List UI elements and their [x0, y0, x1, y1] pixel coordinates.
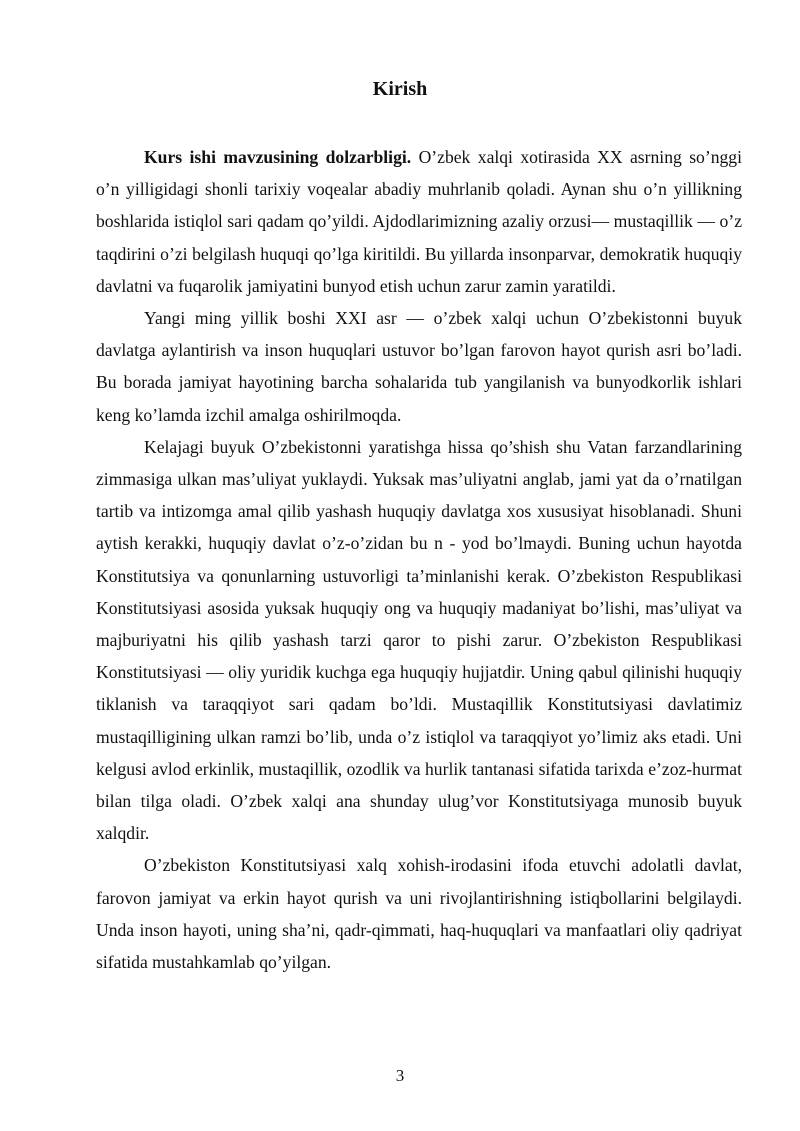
paragraph-4 — [96, 849, 742, 978]
document-body — [96, 141, 742, 978]
paragraph-text: Yangi ming yillik boshi XXI asr — o’zbek xalqi uchun O’zbekistonni buyuk davlatga aylantirish va inson huquqlari ustuvor bo’lgan farovon hayot qurish asri bo’ladi. Bu borada jamiyat hayotining barcha sohalarida tub yangilanish va bunyodkorlik ishlari keng ko’lamda izchil amalga oshirilmoqda. — [96, 308, 742, 425]
paragraph-3 — [96, 431, 742, 850]
paragraph-text: O’zbekiston Konstitutsiyasi xalq xohish-irodasini ifoda etuvchi adolatli davlat, farovon jamiyat va erkin hayot qurish va uni rivojlantirishning istiqbollarini belgilaydi. Unda inson hayoti, uning sha’ni, qadr-qimmati, haq-huquqlari va manfaatlari oliy qadriyat sifatida mustahkamlab qo’yilgan. — [96, 855, 742, 973]
paragraph-lead: Kurs ishi mavzusining dolzarbligi. — [144, 147, 412, 167]
paragraph-text: O’zbek xalqi xotirasida XX asrning so’nggi o’n yilligidagi shonli tarixiy voqealar abadiy muhrlanib qoladi. Aynan shu o’n yillikning boshlarida istiqlol sari qadam qo’yildi. Ajdodlarimizning azaliy orzusi— mustaqillik — o’z taqdirini o’zi belgilash huquqi qo’lga kiritildi. Bu yillarda insonparvar, demokratik huquqiy davlatni va fuqarolik jamiyatini bunyod etish uchun zarur zamin yaratildi. — [96, 147, 742, 296]
paragraph-1 — [96, 141, 742, 302]
page-number: 3 — [395, 1066, 405, 1085]
paragraph-text: Kelajagi buyuk O’zbekistonni yaratishga hissa qo’shish shu Vatan farzandlarining zimmasiga ulkan mas’uliyat yuklaydi. Yuksak mas’uliyatni anglab, jami yat da o’rnatilgan tartib va intizomga amal qilib yashash huquqiy davlatga xos xususiyat hisoblanadi. Shuni aytish kerakki, huquqiy davlat o’z-o’zidan bu n - yod bo’lmaydi. Buning uchun hayotda Konstitutsiya va qonunlarning ustuvorligi ta’minlanishi kerak. O’zbekiston Respublikasi Konstitutsiyasi asosida yuksak huquqiy ong va huquqiy madaniyat bo’lishi, mas’uliyat va majburiyatni his qilib yashash tarzi qaror to pishi zarur. O’zbekiston Respublikasi Konstitutsiyasi — oliy yuridik kuchga ega huquqiy hujjatdir. Uning qabul qilinishi huquqiy tiklanish va taraqqiyot sari qadam bo’ldi. Mustaqillik Konstitutsiyasi davlatimiz mustaqilligining ulkan ramzi bo’lib, unda o’z istiqlol va taraqqiyot yo’limiz aks etadi. Uni kelgusi avlod erkinlik, mustaqillik, ozodlik va hurlik tantanasi sifatida tarixda e’zoz-hurmat bilan tilga oladi. O’zbek xalqi ana shunday ulug’vor Konstitutsiyaga munosib buyuk xalqdir. — [96, 436, 742, 844]
paragraph-2 — [96, 302, 742, 431]
page-title: Kirish — [372, 78, 428, 100]
